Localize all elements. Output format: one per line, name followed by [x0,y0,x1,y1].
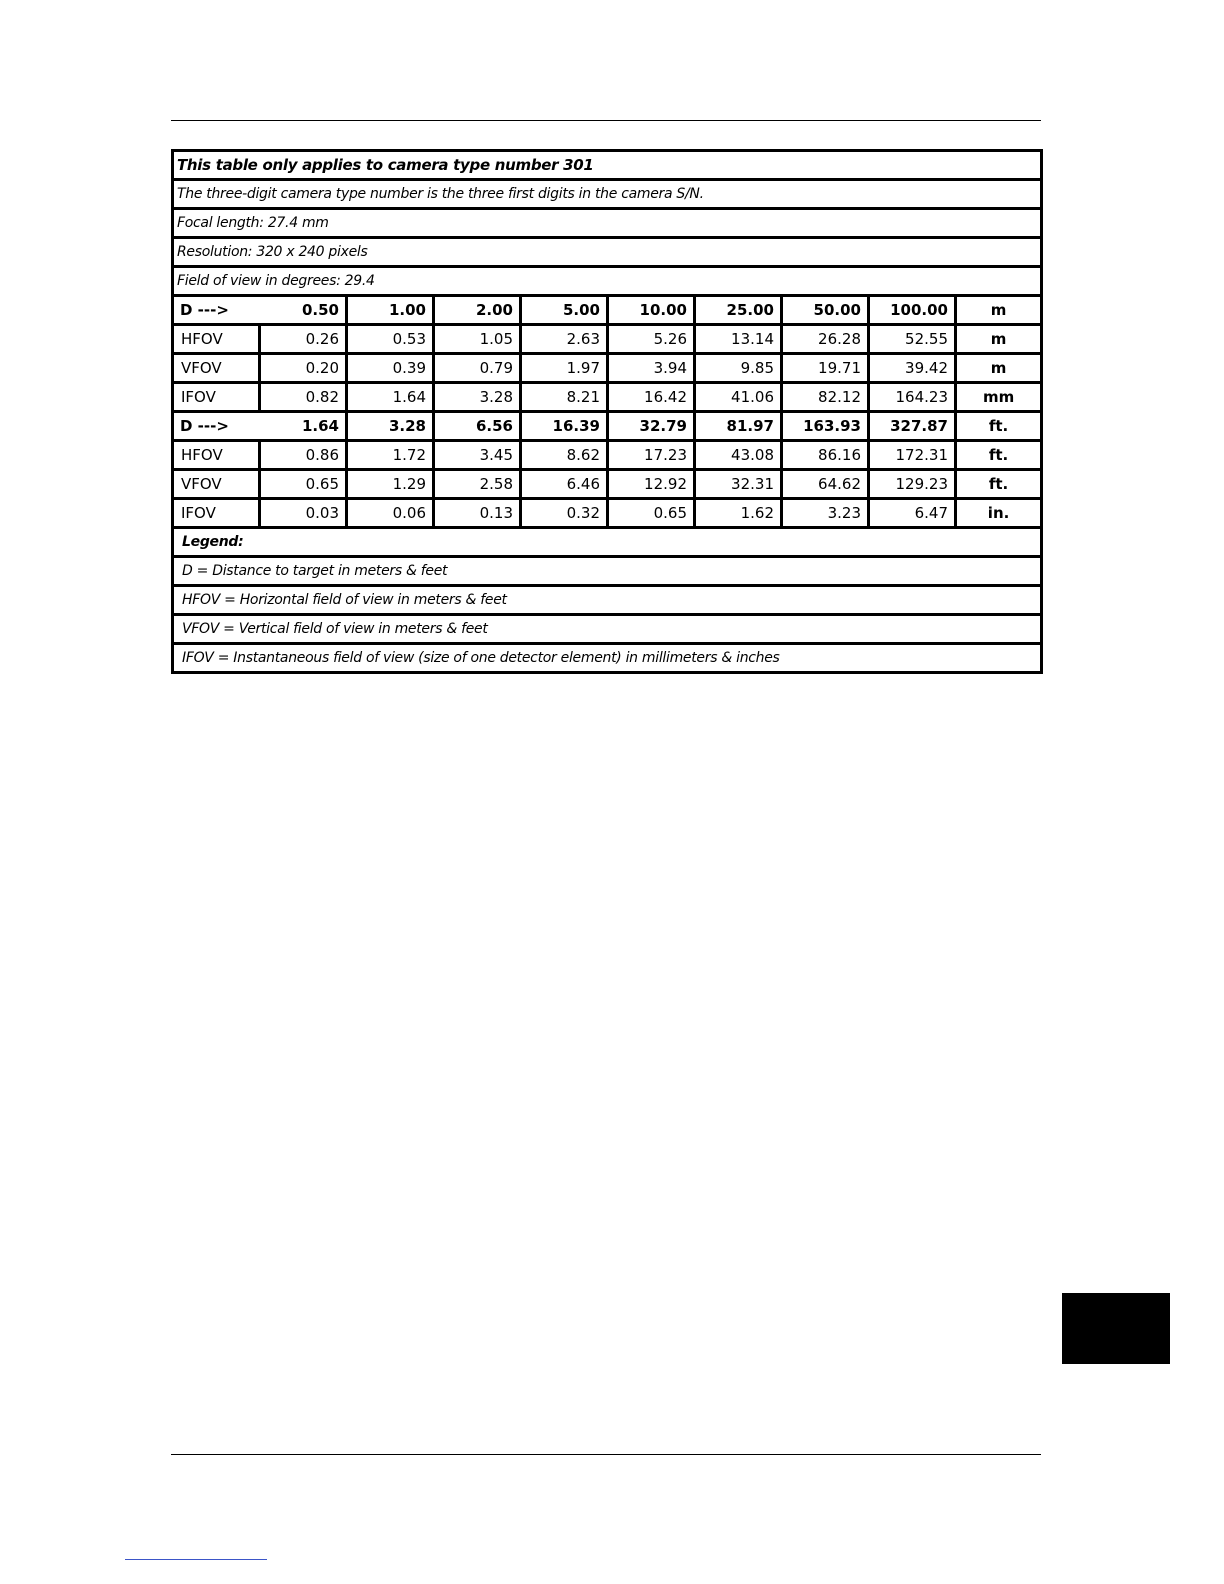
fov-value: 52.55 [869,325,956,354]
distance-value: 81.97 [695,412,782,441]
row-label: VFOV [173,354,260,383]
fov-value: 0.06 [347,499,434,528]
fov-value: 0.03 [260,499,347,528]
fov-value: 0.26 [260,325,347,354]
distance-value: 1.00 [347,296,434,325]
fov-value: 12.92 [608,470,695,499]
fov-value: 8.21 [521,383,608,412]
fov-value: 39.42 [869,354,956,383]
legend-item: IFOV = Instantaneous field of view (size of one detector element) in millimeters & inches [173,644,1042,673]
legend-row [173,644,1042,673]
unit-cell: ft. [956,441,1042,470]
info-row [173,209,1042,238]
fov-value: 0.32 [521,499,608,528]
info-cell: Field of view in degrees: 29.4 [173,267,1042,296]
distance-label: D ---> [173,296,260,325]
fov-value: 3.23 [782,499,869,528]
fov-value: 0.65 [260,470,347,499]
fov-value: 82.12 [782,383,869,412]
unit-cell: m [956,296,1042,325]
fov-value: 0.13 [434,499,521,528]
legend-item: HFOV = Horizontal field of view in meters & feet [173,586,1042,615]
info-row [173,238,1042,267]
distance-value: 50.00 [782,296,869,325]
distance-value: 25.00 [695,296,782,325]
footer-rule [171,1454,1041,1455]
legend-item: VFOV = Vertical field of view in meters & feet [173,615,1042,644]
fov-value: 2.58 [434,470,521,499]
fov-value: 1.29 [347,470,434,499]
legend-row [173,586,1042,615]
fov-value: 86.16 [782,441,869,470]
fov-value: 0.82 [260,383,347,412]
fov-value: 0.53 [347,325,434,354]
fov-value: 1.64 [347,383,434,412]
distance-value: 1.64 [260,412,347,441]
distance-value: 327.87 [869,412,956,441]
fov-value: 129.23 [869,470,956,499]
info-cell: Focal length: 27.4 mm [173,209,1042,238]
distance-value: 0.50 [260,296,347,325]
distance-value: 2.00 [434,296,521,325]
legend-heading-row [173,528,1042,557]
fov-value: 6.47 [869,499,956,528]
legend-row [173,615,1042,644]
info-row [173,180,1042,209]
distance-row-imperial [173,412,1042,441]
fov-row [173,325,1042,354]
unit-cell: ft. [956,412,1042,441]
fov-value: 6.46 [521,470,608,499]
legend-item: D = Distance to target in meters & feet [173,557,1042,586]
row-label: IFOV [173,499,260,528]
fov-value: 2.63 [521,325,608,354]
fov-value: 26.28 [782,325,869,354]
unit-cell: mm [956,383,1042,412]
fov-value: 41.06 [695,383,782,412]
fov-value: 3.45 [434,441,521,470]
fov-value: 1.72 [347,441,434,470]
fov-value: 0.65 [608,499,695,528]
unit-cell: in. [956,499,1042,528]
fov-value: 0.79 [434,354,521,383]
fov-value: 3.94 [608,354,695,383]
fov-value: 0.86 [260,441,347,470]
info-row [173,151,1042,180]
fov-value: 19.71 [782,354,869,383]
fov-value: 32.31 [695,470,782,499]
fov-value: 13.14 [695,325,782,354]
fov-value: 3.28 [434,383,521,412]
table-title: This table only applies to camera type number 301 [173,151,1042,180]
fov-value: 1.97 [521,354,608,383]
distance-value: 100.00 [869,296,956,325]
distance-value: 3.28 [347,412,434,441]
distance-value: 16.39 [521,412,608,441]
legend-row [173,557,1042,586]
row-label: HFOV [173,325,260,354]
fov-row [173,441,1042,470]
fov-value: 1.62 [695,499,782,528]
fov-value: 64.62 [782,470,869,499]
row-label: IFOV [173,383,260,412]
fov-value: 16.42 [608,383,695,412]
fov-row [173,499,1042,528]
fov-value: 172.31 [869,441,956,470]
fov-row [173,354,1042,383]
fov-value: 5.26 [608,325,695,354]
unit-cell: ft. [956,470,1042,499]
fov-row [173,383,1042,412]
legend-heading: Legend: [173,528,1042,557]
header-rule [171,120,1041,121]
distance-value: 6.56 [434,412,521,441]
unit-cell: m [956,354,1042,383]
footer-link-underline [125,1559,267,1560]
info-cell: The three-digit camera type number is the three first digits in the camera S/N. [173,180,1042,209]
fov-value: 17.23 [608,441,695,470]
info-cell: Resolution: 320 x 240 pixels [173,238,1042,267]
distance-row-metric [173,296,1042,325]
chapter-tab-marker [1062,1293,1170,1364]
distance-value: 10.00 [608,296,695,325]
distance-value: 32.79 [608,412,695,441]
info-row [173,267,1042,296]
fov-value: 9.85 [695,354,782,383]
row-label: VFOV [173,470,260,499]
fov-value: 1.05 [434,325,521,354]
fov-value: 0.20 [260,354,347,383]
distance-value: 5.00 [521,296,608,325]
fov-value: 0.39 [347,354,434,383]
fov-value: 164.23 [869,383,956,412]
row-label: HFOV [173,441,260,470]
fov-row [173,470,1042,499]
unit-cell: m [956,325,1042,354]
field-of-view-table [171,149,1043,674]
distance-label: D ---> [173,412,260,441]
fov-value: 43.08 [695,441,782,470]
distance-value: 163.93 [782,412,869,441]
fov-value: 8.62 [521,441,608,470]
